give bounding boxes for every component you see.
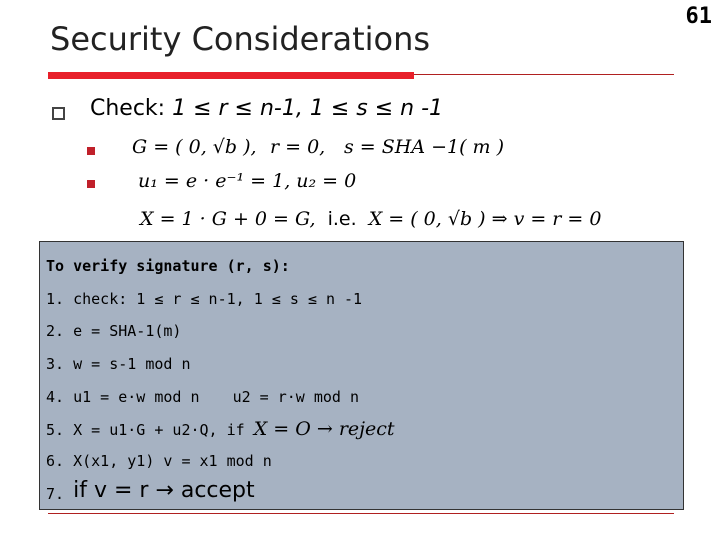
step-3: 3. w = s-1 mod n xyxy=(46,355,191,373)
generator-expression xyxy=(132,136,257,158)
step-6: 6. X(x1, y1) v = x1 mod n xyxy=(46,452,272,470)
step-5-text: 5. X = u1·G + u2·Q, if xyxy=(46,421,245,439)
check-condition: 1 ≤ r ≤ n-1, 1 ≤ s ≤ n -1 xyxy=(172,96,444,121)
step-5-reject: X = O → reject xyxy=(253,418,395,440)
verify-signature-box xyxy=(39,241,684,510)
x-rest-equation: X = ( 0, √b ) ⇒ v = r = 0 xyxy=(368,208,602,230)
g-equation: G = ( 0, √b ), xyxy=(132,136,257,158)
step-1: 1. check: 1 ≤ r ≤ n-1, 1 ≤ s ≤ n -1 xyxy=(46,290,363,308)
check-prefix: Check: xyxy=(90,96,173,121)
step-7-number: 7. xyxy=(46,485,65,503)
u-equation: u₁ = e · e⁻¹ = 1, u₂ = 0 xyxy=(138,170,357,192)
step-4-u1: 4. u1 = e·w mod n xyxy=(46,388,200,406)
slide-number: 61 xyxy=(685,4,712,29)
sub-bullet-icon xyxy=(87,147,95,155)
page-title: Security Considerations xyxy=(50,20,431,58)
r-equation: r = 0, xyxy=(270,136,326,158)
title-underline-rule xyxy=(414,74,674,75)
step-5 xyxy=(46,418,395,440)
s-expression xyxy=(344,136,504,158)
u-expression xyxy=(138,170,356,192)
x-equation: X = 1 · G + 0 = G, xyxy=(140,208,316,230)
step-7-accept: if v = r → accept xyxy=(73,478,255,503)
r-expression xyxy=(270,136,325,158)
step-2: 2. e = SHA-1(m) xyxy=(46,322,182,340)
step-4 xyxy=(46,388,359,406)
step-4-u2: u2 = r·w mod n xyxy=(232,388,359,406)
bullet-icon xyxy=(52,107,65,120)
title-underline-bar xyxy=(48,72,414,79)
check-bullet xyxy=(90,96,443,121)
x-expression xyxy=(140,208,601,230)
bottom-rule xyxy=(48,513,674,514)
sub-bullet-icon xyxy=(87,180,95,188)
box-heading: To verify signature (r, s): xyxy=(46,257,290,275)
step-7 xyxy=(46,478,255,503)
s-equation: s = SHA −1( m ) xyxy=(344,136,505,158)
ie-label: i.e. xyxy=(327,208,357,230)
